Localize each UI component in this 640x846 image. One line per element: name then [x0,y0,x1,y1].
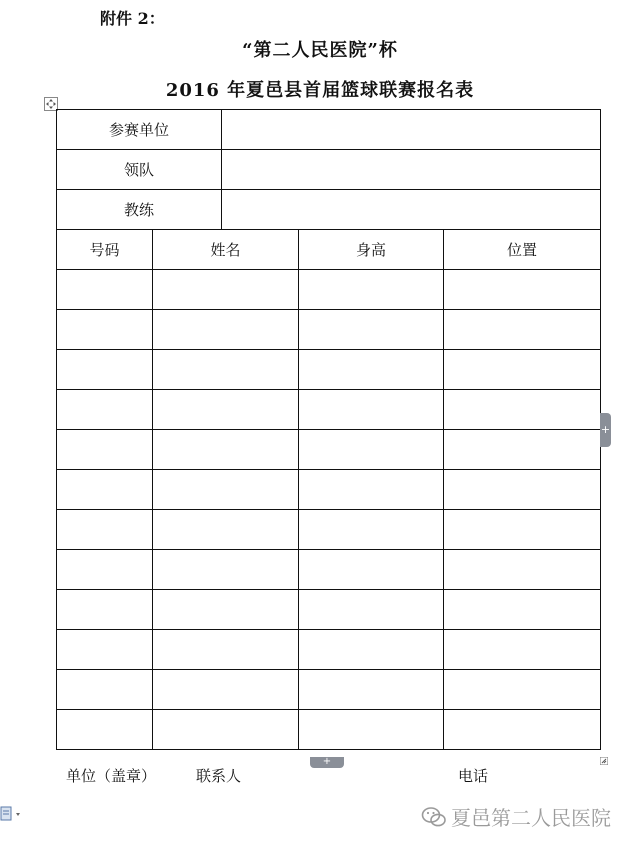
position-cell[interactable] [444,510,601,550]
number-cell[interactable] [57,430,153,470]
header-height: 身高 [299,230,444,270]
position-cell[interactable] [444,590,601,630]
position-cell[interactable] [444,710,601,750]
name-cell[interactable] [153,470,299,510]
paste-options-icon[interactable] [0,806,24,822]
position-cell[interactable] [444,310,601,350]
team-value-cell[interactable] [222,110,601,150]
add-column-handle-icon[interactable]: + [600,413,611,447]
name-cell[interactable] [153,510,299,550]
number-cell[interactable] [57,350,153,390]
name-cell[interactable] [153,390,299,430]
footer-phone-label: 电话 [458,767,489,785]
footer-contact-label: 联系人 [196,767,242,785]
position-cell[interactable] [444,550,601,590]
position-cell[interactable] [444,470,601,510]
title-form-name: 2016 年夏邑县首届篮球联赛报名表 [165,80,475,101]
attachment-label: 附件 2： [100,9,165,28]
footer-unit-seal-label: 单位（盖章） [66,767,157,785]
height-cell[interactable] [299,590,444,630]
height-cell[interactable] [299,470,444,510]
player-row [57,310,601,350]
height-cell[interactable] [299,430,444,470]
player-row [57,270,601,310]
position-cell[interactable] [444,670,601,710]
column-header-row [57,230,601,270]
height-cell[interactable] [299,630,444,670]
name-cell[interactable] [153,270,299,310]
leader-label: 领队 [57,150,222,190]
player-row [57,550,601,590]
watermark-text: 夏邑第二人民医院 [451,806,611,830]
name-cell[interactable] [153,590,299,630]
position-cell[interactable] [444,270,601,310]
wechat-watermark [421,802,611,831]
player-row [57,630,601,670]
height-cell[interactable] [299,670,444,710]
table-resize-handle-icon[interactable] [600,757,608,765]
name-cell[interactable] [153,550,299,590]
player-row [57,590,601,630]
info-row-team [57,110,601,150]
height-cell[interactable] [299,550,444,590]
number-cell[interactable] [57,590,153,630]
number-cell[interactable] [57,390,153,430]
player-row [57,430,601,470]
add-row-handle-icon[interactable]: + [310,757,344,768]
title-cup-name: “第二人民医院”杯 [242,40,398,61]
wechat-icon [421,806,447,828]
name-cell[interactable] [153,670,299,710]
coach-label: 教练 [57,190,222,230]
info-row-leader [57,150,601,190]
coach-value-cell[interactable] [222,190,601,230]
player-row [57,470,601,510]
number-cell[interactable] [57,670,153,710]
registration-table [56,109,601,750]
number-cell[interactable] [57,470,153,510]
info-row-coach [57,190,601,230]
number-cell[interactable] [57,710,153,750]
player-row [57,670,601,710]
header-number: 号码 [57,230,153,270]
number-cell[interactable] [57,510,153,550]
height-cell[interactable] [299,270,444,310]
height-cell[interactable] [299,510,444,550]
height-cell[interactable] [299,310,444,350]
leader-value-cell[interactable] [222,150,601,190]
name-cell[interactable] [153,430,299,470]
position-cell[interactable] [444,350,601,390]
position-cell[interactable] [444,430,601,470]
name-cell[interactable] [153,310,299,350]
team-label: 参赛单位 [57,110,222,150]
player-row [57,510,601,550]
player-row [57,390,601,430]
name-cell[interactable] [153,350,299,390]
header-position: 位置 [444,230,601,270]
position-cell[interactable] [444,390,601,430]
height-cell[interactable] [299,390,444,430]
number-cell[interactable] [57,310,153,350]
height-cell[interactable] [299,350,444,390]
player-rows [57,270,601,750]
height-cell[interactable] [299,710,444,750]
name-cell[interactable] [153,630,299,670]
player-row [57,710,601,750]
number-cell[interactable] [57,630,153,670]
player-row [57,350,601,390]
header-name: 姓名 [153,230,299,270]
position-cell[interactable] [444,630,601,670]
number-cell[interactable] [57,270,153,310]
number-cell[interactable] [57,550,153,590]
name-cell[interactable] [153,710,299,750]
